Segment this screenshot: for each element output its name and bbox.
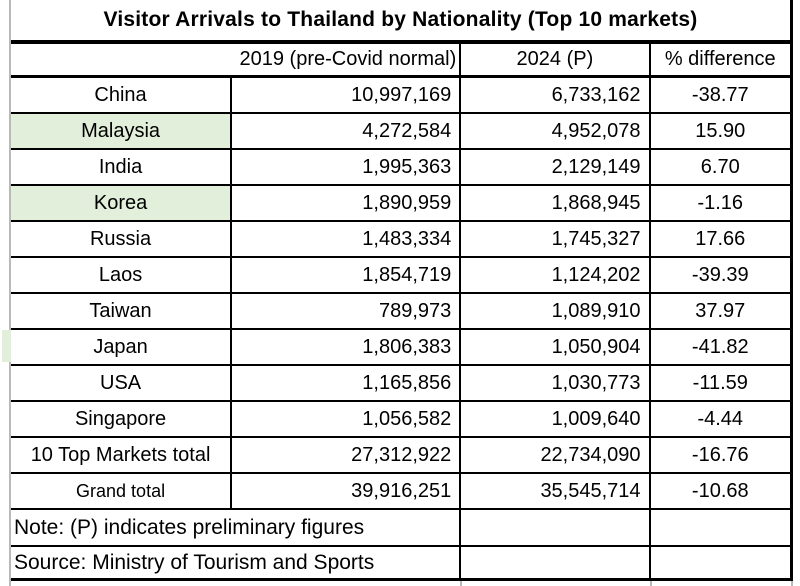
source-text: Source: Ministry of Tourism and Sports — [14, 550, 375, 574]
value-2024-cell: 35,545,714 — [459, 474, 648, 508]
table-note-row — [11, 510, 790, 547]
country-cell: Taiwan — [89, 299, 152, 322]
value-2024-cell: 22,734,090 — [459, 438, 648, 472]
table-row-korea — [11, 186, 790, 222]
table-row-grand-total — [11, 474, 790, 510]
spreadsheet-gridline-stub — [460, 581, 462, 586]
diff-cell: -16.76 — [649, 438, 790, 472]
table-row-singapore — [11, 402, 790, 438]
diff-cell: -38.77 — [649, 78, 790, 112]
column-header-diff: % difference — [649, 44, 790, 75]
table-row-top10-total — [11, 438, 790, 474]
table-row-india — [11, 150, 790, 186]
visitor-arrivals-table — [11, 0, 793, 581]
adjacent-cell-green-artifact — [2, 330, 11, 362]
column-header-2019: 2019 (pre-Covid normal) — [239, 48, 457, 70]
country-cell: Russia — [89, 227, 152, 250]
value-2024-cell: 1,009,640 — [459, 402, 648, 436]
value-2019-cell: 39,916,251 — [230, 474, 459, 508]
value-2019-cell: 27,312,922 — [230, 438, 459, 472]
country-cell: Laos — [98, 263, 143, 286]
diff-cell: -41.82 — [649, 330, 790, 364]
value-2019-cell: 789,973 — [230, 294, 459, 328]
diff-cell: -39.39 — [649, 258, 790, 292]
diff-cell: -10.68 — [649, 474, 790, 508]
table-row-russia — [11, 222, 790, 258]
spreadsheet-gridline-stub — [791, 581, 793, 586]
diff-cell: 17.66 — [649, 222, 790, 256]
value-2019-cell: 1,806,383 — [230, 330, 459, 364]
country-cell: India — [98, 155, 143, 178]
value-2024-cell: 1,030,773 — [459, 366, 648, 400]
diff-cell: 37.97 — [649, 294, 790, 328]
table-title: Visitor Arrivals to Thailand by Nationality (Top 10 markets) — [103, 8, 698, 31]
diff-cell: -11.59 — [649, 366, 790, 400]
value-2019-cell: 4,272,584 — [230, 114, 459, 148]
table-row-japan — [11, 330, 790, 366]
table-row-laos — [11, 258, 790, 294]
country-cell-highlighted: Korea — [11, 186, 230, 220]
table-source-row — [11, 547, 790, 581]
value-2019-cell: 1,165,856 — [230, 366, 459, 400]
empty-cell — [459, 547, 648, 578]
total-label-cell: Grand total — [76, 480, 166, 501]
diff-cell: -1.16 — [649, 186, 790, 220]
spreadsheet-gridline-stub — [650, 581, 652, 586]
value-2024-cell: 6,733,162 — [459, 78, 648, 112]
table-title-row — [11, 0, 790, 44]
table-header-row — [11, 44, 790, 78]
value-2019-cell: 1,995,363 — [230, 150, 459, 184]
note-text: Note: (P) indicates preliminary figures — [14, 515, 365, 539]
country-cell-highlighted: Malaysia — [11, 114, 230, 148]
value-2019-cell: 10,997,169 — [230, 78, 459, 112]
value-2019-cell: 1,854,719 — [230, 258, 459, 292]
diff-cell: 6.70 — [649, 150, 790, 184]
table-row-china — [11, 78, 790, 114]
value-2024-cell: 1,050,904 — [459, 330, 648, 364]
table-row-usa — [11, 366, 790, 402]
empty-cell — [649, 547, 790, 578]
diff-cell: 15.90 — [649, 114, 790, 148]
empty-cell — [649, 510, 790, 545]
total-label-cell: 10 Top Markets total — [30, 443, 211, 466]
table-row-malaysia — [11, 114, 790, 150]
value-2024-cell: 2,129,149 — [459, 150, 648, 184]
country-cell: China — [94, 83, 147, 106]
value-2019-cell: 1,483,334 — [230, 222, 459, 256]
value-2024-cell: 1,089,910 — [459, 294, 648, 328]
value-2019-cell: 1,056,582 — [230, 402, 459, 436]
value-2024-cell: 4,952,078 — [459, 114, 648, 148]
value-2024-cell: 1,124,202 — [459, 258, 648, 292]
table-row-taiwan — [11, 294, 790, 330]
empty-cell — [459, 510, 648, 545]
country-cell: Japan — [93, 335, 148, 358]
country-cell: Singapore — [74, 407, 167, 430]
column-header-2024: 2024 (P) — [459, 44, 648, 75]
value-2024-cell: 1,745,327 — [459, 222, 648, 256]
value-2019-cell: 1,890,959 — [230, 186, 459, 220]
country-cell: USA — [100, 371, 142, 394]
diff-cell: -4.44 — [649, 402, 790, 436]
value-2024-cell: 1,868,945 — [459, 186, 648, 220]
